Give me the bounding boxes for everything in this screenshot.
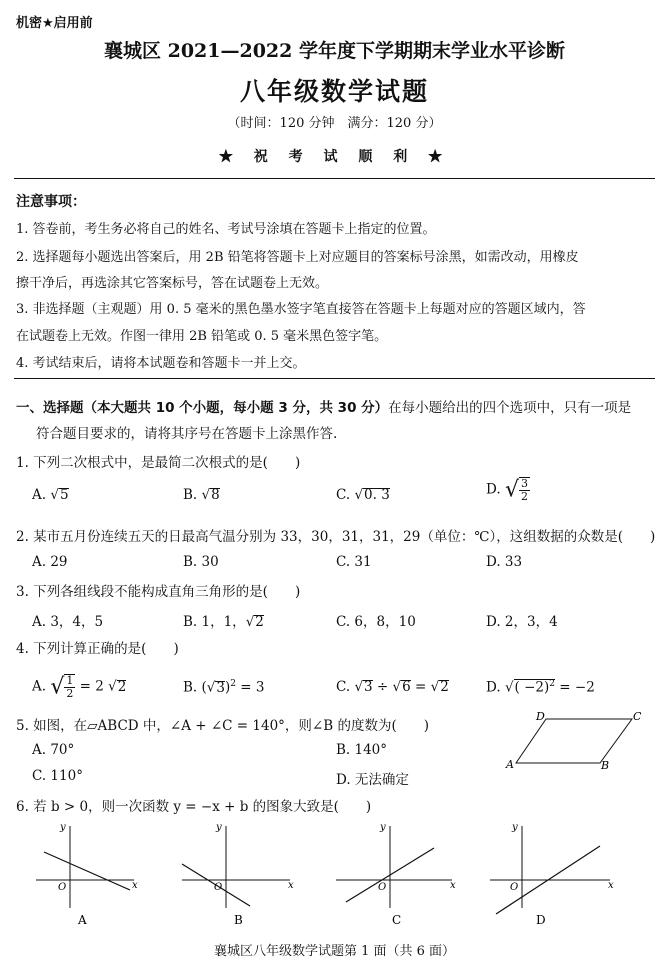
question-6-stem: 6. 若 b > 0，则一次函数 y = −x + b 的图象大致是( ) (16, 799, 372, 815)
notes-title: 注意事项： (16, 194, 86, 210)
question-2-stem: 2. 某市五月份连续五天的日最高气温分别为 33，30，31，31，29（单位：℃），这组数据的众数是( ) (16, 529, 656, 545)
graph-a-label: A (78, 913, 87, 927)
sqrt-sign: √ (245, 614, 255, 630)
svg-text:y: y (380, 822, 386, 833)
section-desc: 在每小题给出的四个选项中，只有一项是 (388, 400, 632, 416)
q1-c-radicand: 0. 3 (364, 487, 390, 503)
question-5-stem: 5. 如图，在▱ABCD 中，∠A + ∠C = 140°，则∠B 的度数为( ) (16, 718, 429, 734)
exam-subtitle: 八年级数学试题 (239, 77, 429, 106)
svg-text:x: x (288, 880, 294, 891)
q5-option-c: C. 110° (32, 768, 83, 784)
q5-option-d: D. 无法确定 (336, 772, 409, 788)
question-4-stem: 4. 下列计算正确的是( ) (16, 641, 179, 657)
svg-text:O: O (378, 882, 387, 893)
q3-option-d: D. 2，3，4 (486, 614, 558, 630)
q1-b-radicand: 8 (211, 487, 220, 503)
svg-text:x: x (608, 880, 614, 891)
divider (14, 178, 655, 179)
vertex-a-label: A (506, 758, 514, 771)
note-line: 在试题卷上无效。作图一律用 2B 铅笔或 0. 5 毫米黑色签字笔。 (16, 329, 388, 344)
svg-text:x: x (132, 880, 138, 891)
sqrt-sign: √ (201, 487, 211, 503)
note-line: 擦干净后，再选涂其它答案标号，答在试题卷上无效。 (16, 276, 329, 291)
confidential-mark: 机密★启用前 (16, 16, 93, 31)
q4-option-a: A. √ $\frac{1}{2}$ = 2 √2 (32, 674, 127, 701)
q4-option-c: C. √3 ÷ √6 = √2 (336, 679, 449, 695)
q2-option-c: C. 31 (336, 554, 372, 570)
svg-text:y: y (216, 822, 222, 833)
svg-text:O: O (58, 882, 67, 893)
q2-option-d: D. 33 (486, 554, 523, 570)
parallelogram-figure (500, 705, 650, 775)
question-3-stem: 3. 下列各组线段不能构成直角三角形的是( ) (16, 584, 301, 600)
vertex-b-label: B (601, 759, 610, 772)
sqrt-sign: √ (50, 674, 65, 700)
sqrt-sign: √ (50, 487, 59, 503)
graph-b-label: B (234, 913, 243, 927)
frac-numerator: 3 (520, 477, 528, 490)
section-desc-2: 符合题目要求的，请将其序号在答题卡上涂黑作答. (36, 426, 338, 442)
q2-option-a: A. 29 (32, 554, 68, 570)
q1-option-a: A. √5 (32, 487, 69, 503)
sqrt-sign: √ (354, 487, 364, 503)
svg-text:O: O (214, 882, 223, 893)
page-footer: 襄城区八年级数学试题第 1 面（共 6 面） (213, 944, 456, 959)
graph-c (336, 822, 456, 927)
q5-option-a: A. 70° (32, 742, 75, 758)
graph-c-label: C (392, 913, 402, 927)
q4-option-b: B. $(√3)^2 = 3$ (183, 679, 265, 696)
exam-title: 襄城区 2021—2022 学年度下学期期末学业水平诊断 (104, 40, 565, 62)
svg-text:x: x (450, 880, 456, 891)
svg-text:O: O (510, 882, 519, 893)
q1-a-radicand: 5 (59, 487, 69, 503)
question-1-stem: 1. 下列二次根式中，是最简二次根式的是( ) (16, 455, 301, 471)
graph-d-label: D (536, 913, 546, 927)
graph-b (182, 822, 294, 927)
divider (14, 378, 655, 379)
graph-a (36, 822, 138, 927)
note-line: 1. 答卷前，考生务必将自己的姓名、考试号涂填在答题卡上指定的位置。 (16, 222, 436, 237)
q4-option-d: D. √( −2)$^2$ = −2 (486, 679, 595, 696)
q1-option-b: B. √8 (183, 487, 220, 503)
q2-option-b: B. 30 (183, 554, 219, 570)
note-line: 4. 考试结束后，请将本试题卷和答题卡一并上交。 (16, 356, 306, 371)
parallelogram-shape (516, 719, 632, 763)
q6-graphs (30, 818, 650, 930)
q3-option-c: C. 6，8，10 (336, 614, 416, 630)
section-heading (16, 396, 631, 416)
sqrt-sign: √ (504, 477, 519, 503)
time-info: （时间：120 分钟 满分：120 分） (227, 116, 442, 131)
graph-d (490, 822, 614, 927)
q3-option-b: B. 1，1，√2 (183, 614, 264, 630)
q3-option-a: A. 3，4，5 (32, 614, 104, 630)
svg-text:y: y (60, 822, 66, 833)
vertex-d-label: D (536, 710, 545, 723)
vertex-c-label: C (633, 710, 642, 723)
svg-text:y: y (512, 822, 518, 833)
q1-option-c: C. √0. 3 (336, 487, 390, 503)
q3-b-radicand: 2 (255, 614, 264, 630)
section-title: 一、选择题（本大题共 10 个小题，每小题 3 分，共 30 分） (16, 400, 389, 416)
note-line: 2. 选择题每小题选出答案后，用 2B 铅笔将答题卡上对应题目的答案标号涂黑，如需改动，用橡皮 (16, 250, 579, 265)
good-luck-line: ★ 祝 考 试 顺 利 ★ (218, 149, 451, 165)
q1-option-d: D. √ $\frac{3}{2}$ (486, 477, 528, 504)
frac-denominator: 2 (520, 490, 528, 504)
note-line: 3. 非选择题（主观题）用 0. 5 毫米的黑色墨水签字笔直接答在答题卡上每题对应的答题区域内，答 (16, 302, 586, 317)
q5-option-b: B. 140° (336, 742, 388, 758)
line-graph (44, 852, 130, 890)
